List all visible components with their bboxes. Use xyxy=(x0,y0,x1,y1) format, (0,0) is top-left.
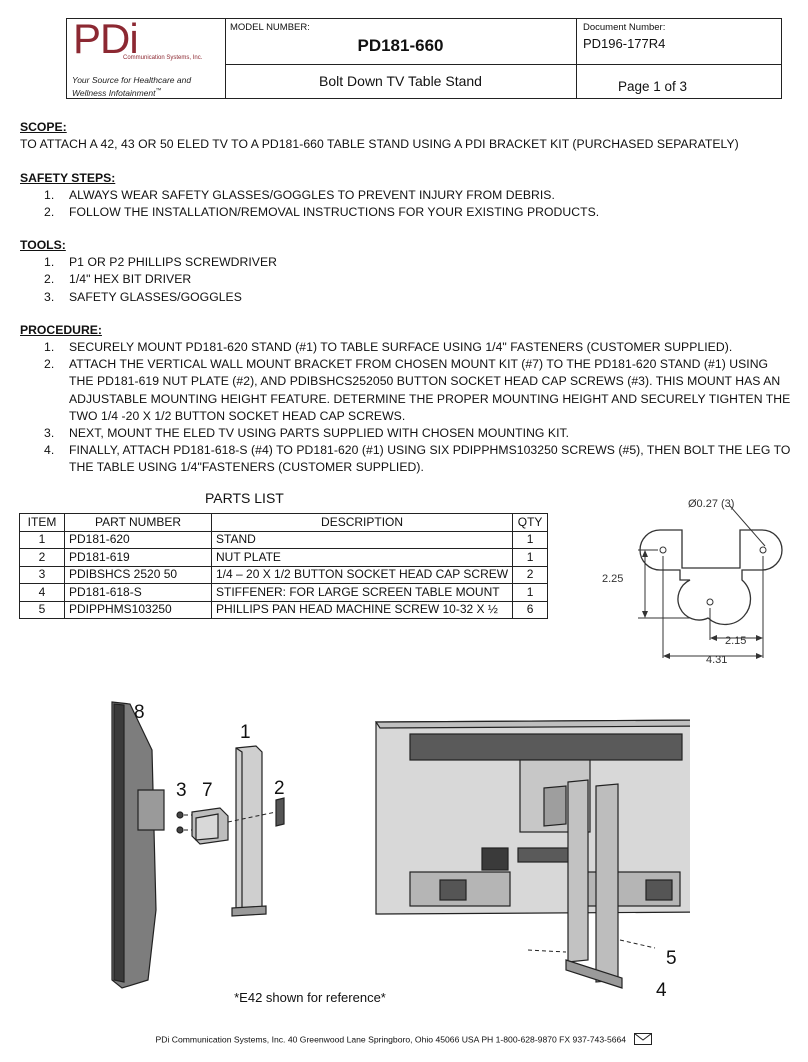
scope-heading: SCOPE: xyxy=(20,120,67,134)
half-width-dimension-label: 2.15 xyxy=(725,635,747,647)
page-number: Page 1 of 3 xyxy=(618,79,688,94)
column-header: ITEM xyxy=(20,514,65,532)
reference-note: *E42 shown for reference* xyxy=(234,990,386,1005)
document-number-label: Document Number: xyxy=(583,22,666,33)
table-row: 1 PD181-620 STAND 1 xyxy=(20,531,548,549)
table-row: 4 PD181-618-S STIFFENER: FOR LARGE SCREEN TABLE MOUNT 1 xyxy=(20,584,548,602)
table-row: 3 PDIBSHCS 2520 50 1/4 – 20 X 1/2 BUTTON SOCKET HEAD CAP SCREW 2 xyxy=(20,566,548,584)
callout-3: 3 xyxy=(176,780,187,801)
document-number-value: PD196-177R4 xyxy=(583,36,666,51)
hole-dimension-label: Ø0.27 (3) xyxy=(688,498,735,510)
footer xyxy=(0,1033,808,1047)
width-dimension-label: 4.31 xyxy=(706,654,728,666)
procedure-heading: PROCEDURE: xyxy=(20,323,102,337)
height-dimension-label: 2.25 xyxy=(602,573,624,585)
envelope-icon[interactable] xyxy=(634,1033,652,1047)
logo-text: PDi xyxy=(73,15,138,62)
tagline: Your Source for Healthcare and Wellness Infotainment™ xyxy=(72,75,192,98)
model-number-label: MODEL NUMBER: xyxy=(230,22,310,33)
document-header xyxy=(66,15,782,99)
rear-view-assembly-drawing xyxy=(370,712,690,997)
table-row: 2 PD181-619 NUT PLATE 1 xyxy=(20,549,548,567)
product-title: Bolt Down TV Table Stand xyxy=(319,73,482,89)
parts-list-title: PARTS LIST xyxy=(205,490,284,506)
parts-list-table xyxy=(19,513,548,619)
callout-1: 1 xyxy=(240,722,251,743)
column-header: PART NUMBER xyxy=(65,514,212,532)
column-header: QTY xyxy=(513,514,548,532)
side-view-assembly-drawing xyxy=(100,690,300,995)
logo-subtext: Communication Systems, Inc. xyxy=(123,55,203,61)
callout-5: 5 xyxy=(666,948,677,969)
callout-4: 4 xyxy=(656,980,667,997)
column-header: DESCRIPTION xyxy=(212,514,513,532)
scope-text: TO ATTACH A 42, 43 OR 50 ELED TV TO A PD181-660 TABLE STAND USING A PDI BRACKET KIT (PURCHASED SEPARATELY) xyxy=(20,137,739,151)
callout-7: 7 xyxy=(202,780,213,801)
callout-2: 2 xyxy=(274,778,285,799)
nut-plate-dimension-drawing xyxy=(590,490,800,670)
callout-8: 8 xyxy=(134,702,145,723)
safety-heading: SAFETY STEPS: xyxy=(20,171,116,185)
model-number-value: PD181-660 xyxy=(357,36,444,55)
tools-heading: TOOLS: xyxy=(20,238,66,252)
company-logo xyxy=(71,15,221,63)
footer-contact: PDi Communication Systems, Inc. 40 Greenwood Lane Springboro, Ohio 45066 USA PH 1-800-628-9870 FX 937-743-5664 xyxy=(155,1034,627,1045)
table-row: 5 PDIPPHMS103250 PHILLIPS PAN HEAD MACHINE SCREW 10-32 X ½ 6 xyxy=(20,601,548,619)
table-header-row xyxy=(20,514,548,532)
